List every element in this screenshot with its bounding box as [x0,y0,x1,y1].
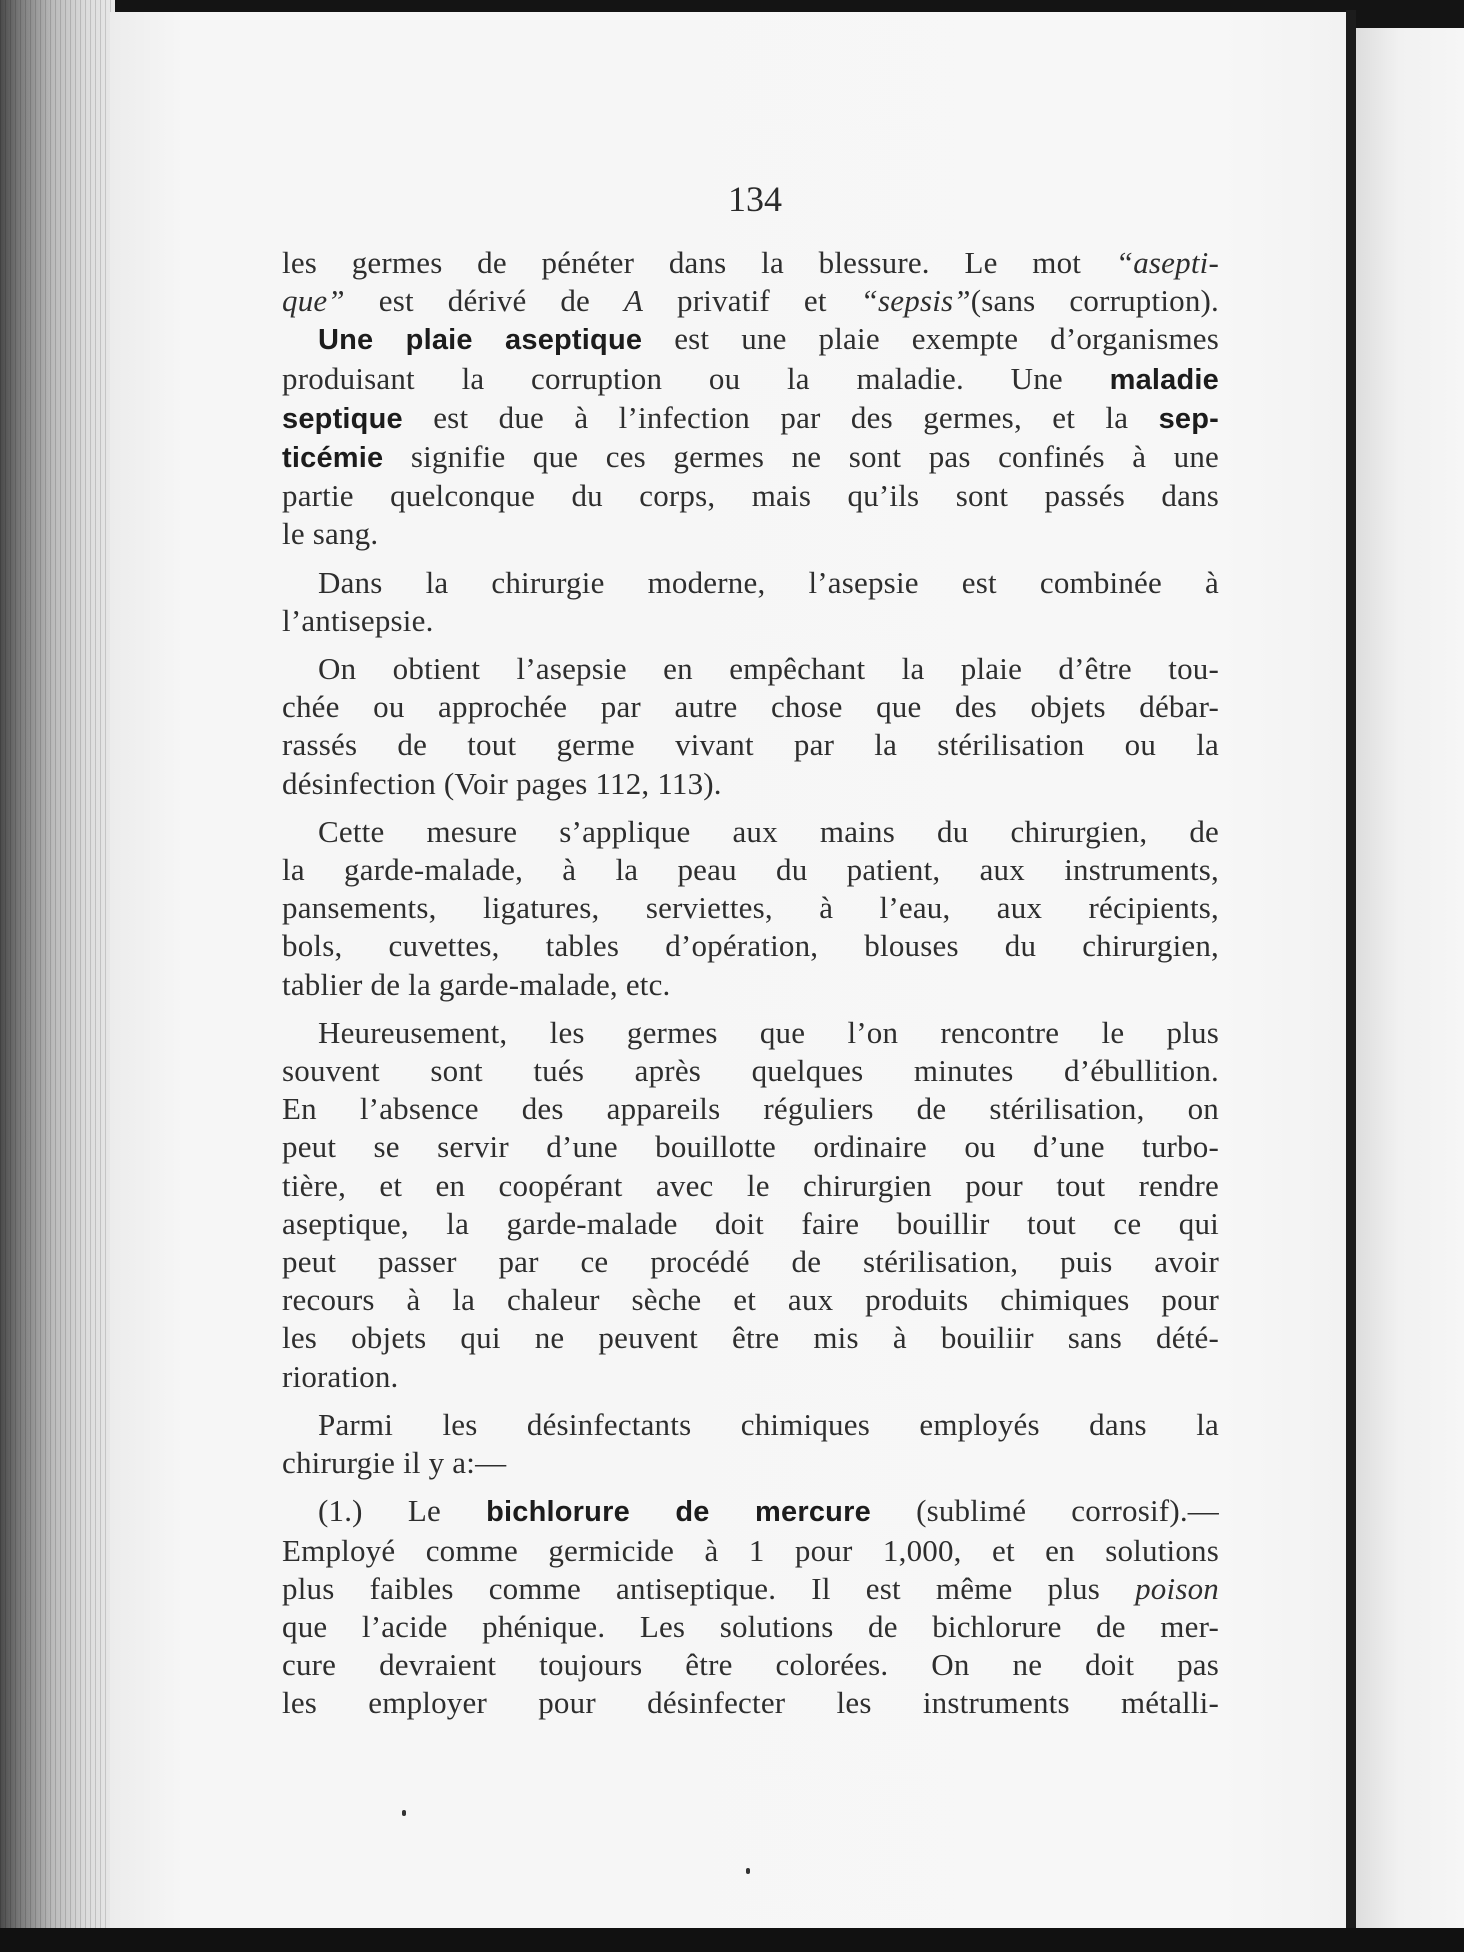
text-line: peut passer par ce procédé de stérilisation, puis avoir [282,1244,1219,1280]
text-line: les germes de pénéter dans la blessure. Le mot “asepti- [282,245,1219,280]
text-line: rassés de tout germe vivant par la stérilisation ou la [282,727,1219,763]
text-line: recours à la chaleur sèche et aux produits chimiques pour [282,1282,1219,1318]
page-gutter [1346,10,1356,1930]
text-line: la garde-malade, à la peau du patient, aux instruments, [282,852,1219,888]
text-line: En l’absence des appareils réguliers de stérilisation, on [282,1091,1219,1127]
term-maladie-septique: maladie [1109,363,1219,396]
term-plaie-aseptique: Une plaie aseptique [318,324,643,357]
text-line: chée ou approchée par autre chose que des objets débar- [282,689,1219,725]
text-line: plus faibles comme antiseptique. Il est même plus poison [282,1570,1219,1606]
text-line: que” est dérivé de A privatif et “sepsis”(sans corruption). [282,283,1219,319]
text-line: cure devraient toujours être colorées. On ne doit pas [282,1647,1219,1683]
text-line: Cette mesure s’applique aux mains du chirurgien, de [318,813,1219,849]
text-line: les objets qui ne peuvent être mis à bouiliir sans dété- [282,1320,1219,1356]
text-line: produisant la corruption ou la maladie. Une maladie [282,360,1219,396]
text-line: souvent sont tués après quelques minutes d’ébullition. [282,1053,1219,1089]
text-line: chirurgie il y a:— [282,1445,507,1481]
book-page-edges [0,0,115,1952]
term-septicemie: sep- [1158,402,1219,435]
text-line: Dans la chirurgie moderne, l’asepsie est combinée à [318,564,1219,600]
text-line: septique est due à l’infection par des germes, et la sep- [282,399,1219,435]
text-line: Une plaie aseptique est une plaie exempte d’organismes [318,321,1219,357]
text-line: désinfection (Voir pages 112, 113). [282,765,722,801]
scan-speck [746,1868,750,1874]
text-line: tière, et en coopérant avec le chirurgien pour tout rendre [282,1167,1219,1203]
text-line: ticémie signifie que ces germes ne sont pas confinés à une [282,439,1219,475]
text-line: bols, cuvettes, tables d’opération, blouses du chirurgien, [282,928,1219,964]
scan-speck [402,1810,406,1816]
text-line: rioration. [282,1358,399,1394]
text-line: peut se servir d’une bouillotte ordinaire ou d’une turbo- [282,1129,1219,1165]
body-text [282,244,1219,1723]
text-line: tablier de la garde-malade, etc. [282,966,671,1002]
term-bichlorure-de-mercure: bichlorure de mercure [486,1496,871,1529]
adjacent-page-edge [1356,28,1464,1928]
text-line: Employé comme germicide à 1 pour 1,000, et en solutions [282,1532,1219,1568]
scan-bottom-border [0,1928,1464,1952]
text-line: les employer pour désinfecter les instruments métalli- [282,1685,1219,1721]
text-line: l’antisepsie. [282,602,434,638]
text-line: aseptique, la garde-malade doit faire bouillir tout ce qui [282,1205,1219,1241]
text-line: pansements, ligatures, serviettes, à l’eau, aux récipients, [282,890,1219,926]
text-line: On obtient l’asepsie en empêchant la plaie d’être tou- [318,651,1219,687]
text-line: partie quelconque du corps, mais qu’ils sont passés dans [282,478,1219,514]
text-line: Heureusement, les germes que l’on rencontre le plus [318,1014,1219,1050]
text-line: (1.) Le bichlorure de mercure (sublimé corrosif).— [318,1493,1219,1529]
page-number: 134 [728,179,782,219]
text-line: Parmi les désinfectants chimiques employés dans la [318,1406,1219,1442]
text-line: que l’acide phénique. Les solutions de bichlorure de mer- [282,1608,1219,1644]
text-line: le sang. [282,516,379,552]
